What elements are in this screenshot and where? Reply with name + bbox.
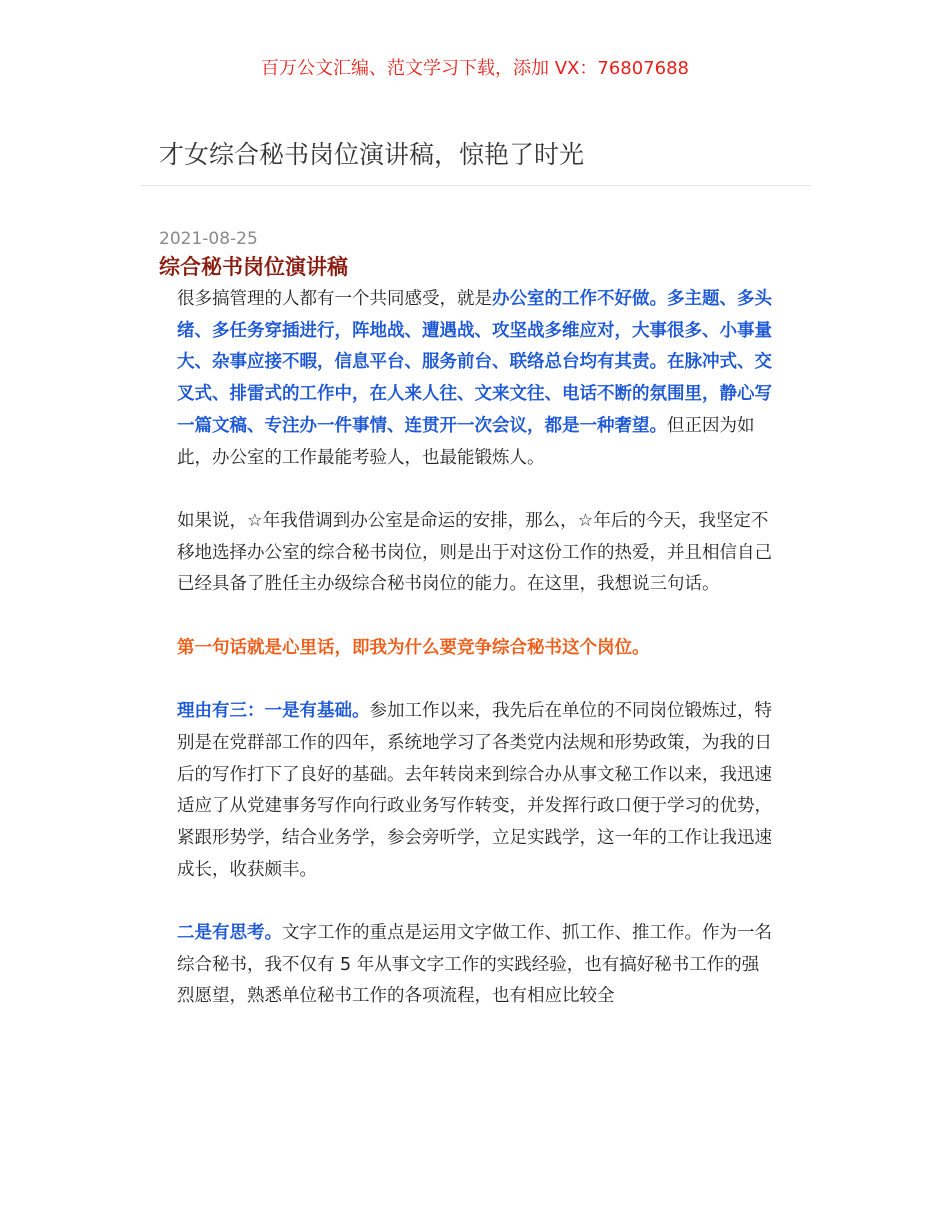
- paragraph-intro-tail: 但正因为如此，办公室的工作最能考验人，也最能锻炼人。: [177, 415, 755, 468]
- paragraph-intro-emphasis: 办公室的工作不好做。多主题、多头绪、多任务穿插进行，阵地战、遭遇战、攻坚战多维应对，大事很多、小事量大、杂事应接不暇，信息平台、服务前台、联络总台均有其责。在脉冲式、交叉式、排雷式的工作中，在人来人往、文来文往、电话不断的氛围里，静心写一篇文稿、专注办一件事情、连贯开一次会议，都是一种奢望。: [177, 289, 772, 436]
- paragraph-intro-lead: 很多搞管理的人都有一个共同感受，就是: [177, 289, 492, 309]
- post-date: 2021-08-25: [159, 229, 258, 249]
- title-divider: [140, 185, 811, 186]
- reason-thinking-text: 文字工作的重点是运用文字做工作、抓工作、推工作。作为一名综合秘书，我不仅有 5 年从事文字工作的实践经验，也有搞好秘书工作的强烈愿望，熟悉单位秘书工作的各项流程，也有相应比较全: [177, 923, 772, 1007]
- section-heading: 综合秘书岗位演讲稿: [159, 255, 348, 279]
- subheading-first-point: 第一句话就是心里话，即我为什么要竞争综合秘书这个岗位。: [177, 637, 650, 658]
- article-body: [177, 284, 774, 1045]
- paragraph-intro: [177, 284, 774, 474]
- reason-thinking-emphasis: 二是有思考。: [177, 923, 282, 943]
- reason-foundation-emphasis: 理由有三：一是有基础。: [177, 701, 370, 722]
- paragraph-reason-thinking: [177, 918, 774, 1013]
- paragraph-reason-foundation: [177, 696, 774, 886]
- reason-foundation-text: 参加工作以来，我先后在单位的不同岗位锻炼过，特别是在党群部工作的四年，系统地学习了各类党内法规和形势政策，为我的日后的写作打下了良好的基础。去年转岗来到综合办从事文秘工作以来，我迅速适应了从党建事务写作向行政业务写作转变，并发挥行政口便于学习的优势，紧跟形势学，结合业务学，参会旁听学，立足实践学，这一年的工作让我迅速成长，收获颇丰。: [177, 701, 772, 880]
- paragraph-choice: 如果说，☆年我借调到办公室是命运的安排，那么，☆年后的今天，我坚定不移地选择办公室的综合秘书岗位，则是出于对这份工作的热爱，并且相信自己已经具备了胜任主办级综合秘书岗位的能力。在这里，我想说三句话。: [177, 510, 772, 595]
- header-banner: 百万公文汇编、范文学习下载，添加 VX：76807688: [261, 58, 689, 79]
- page-title: 才女综合秘书岗位演讲稿，惊艳了时光: [159, 140, 585, 169]
